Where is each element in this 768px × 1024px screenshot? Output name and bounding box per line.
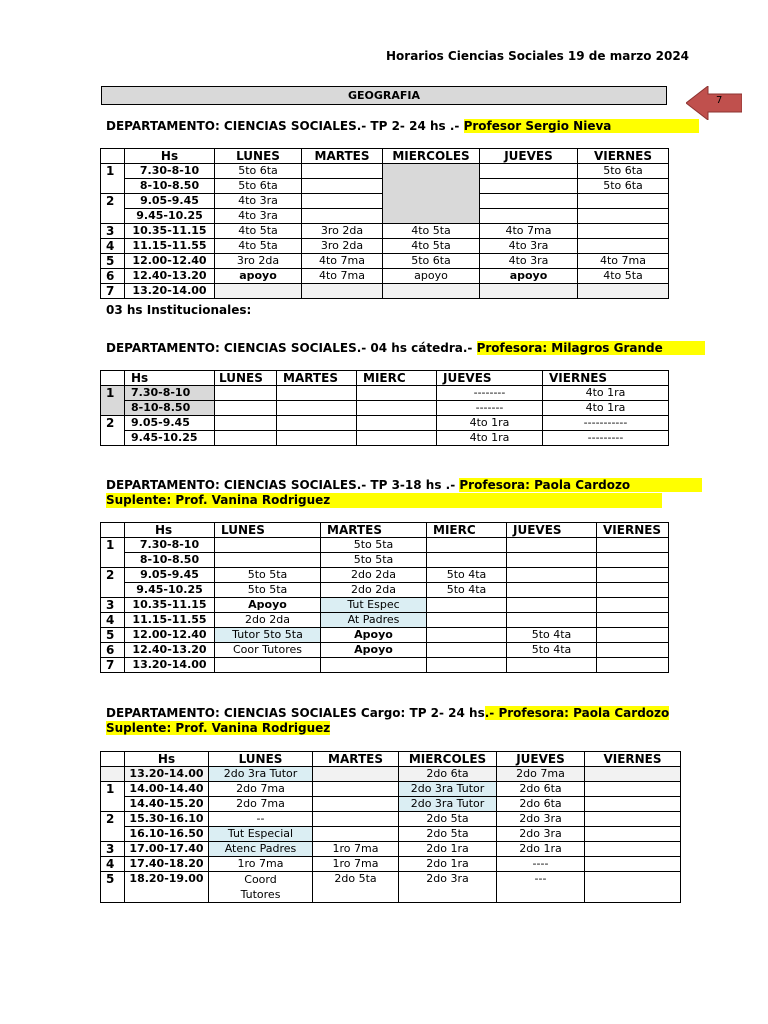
- table2-col-martes: MARTES: [277, 371, 357, 386]
- table2-teacher: Profesora: Milagros Grande: [477, 341, 705, 355]
- table1-blocked-cell: [383, 164, 480, 224]
- table3-col-viernes: VIERNES: [597, 523, 669, 538]
- table3-schedule: [100, 522, 669, 673]
- page-marker-arrow-icon: [686, 86, 742, 120]
- table-row: 9.45-10.25 4to 3ra: [101, 209, 669, 224]
- table-row: 9.45-10.25 5to 5ta 2do 2da 5to 4ta: [101, 583, 669, 598]
- table2-heading: [106, 341, 705, 356]
- table4-dept: DEPARTAMENTO: CIENCIAS SOCIALES Cargo: TP 2- 24 hs: [106, 706, 485, 720]
- table-row: 3 10.35-11.15 4to 5ta 3ro 2da 4to 5ta 4to 7ma: [101, 224, 669, 239]
- table-row: 4 11.15-11.55 4to 5ta 3ro 2da 4to 5ta 4to 3ra: [101, 239, 669, 254]
- table4-col-hs: Hs: [125, 752, 209, 767]
- table-row: 1 7.30-8-10 -------- 4to 1ra: [101, 386, 669, 401]
- table3-col-martes: MARTES: [321, 523, 427, 538]
- table-row: 3 10.35-11.15 Apoyo Tut Espec: [101, 598, 669, 613]
- table-row: 13.20-14.00 2do 3ra Tutor 2do 6ta 2do 7ma: [101, 767, 681, 782]
- table3-substitute: Suplente: Prof. Vanina Rodriguez: [106, 493, 662, 508]
- table3-col-jueves: JUEVES: [507, 523, 597, 538]
- table1-col-hs: Hs: [125, 149, 215, 164]
- table-row: 2 15.30-16.10 -- 2do 5ta 2do 3ra: [101, 812, 681, 827]
- table4-col-jueves: JUEVES: [497, 752, 585, 767]
- table1-col-miercoles: MIERCOLES: [383, 149, 480, 164]
- table2-header-row: [101, 371, 669, 386]
- table1-col-jueves: JUEVES: [480, 149, 578, 164]
- table1-header-row: [101, 149, 669, 164]
- table-row: 1 7.30-8-10 5to 6ta 5to 6ta: [101, 164, 669, 179]
- table-row: 9.45-10.25 4to 1ra ---------: [101, 431, 669, 446]
- table4-heading: [106, 706, 669, 736]
- table2-col-hs: Hs: [125, 371, 215, 386]
- table3-header-row: [101, 523, 669, 538]
- table1-col-martes: MARTES: [302, 149, 383, 164]
- table-row: 6 12.40-13.20 apoyo 4to 7ma apoyo apoyo 4to 5ta: [101, 269, 669, 284]
- table-row: 7 13.20-14.00: [101, 284, 669, 299]
- table1-dept: DEPARTAMENTO: CIENCIAS SOCIALES.- TP 2- 24 hs .-: [106, 119, 460, 133]
- table4-col-lunes: LUNES: [209, 752, 313, 767]
- table1-col-lunes: LUNES: [215, 149, 302, 164]
- table-row: 1 7.30-8-10 5to 5ta: [101, 538, 669, 553]
- table-row: 16.10-16.50 Tut Especial 2do 5ta 2do 3ra: [101, 827, 681, 842]
- table-row: 5 12.00-12.40 3ro 2da 4to 7ma 5to 6ta 4to 3ra 4to 7ma: [101, 254, 669, 269]
- table2-schedule: [100, 370, 669, 446]
- table-row: 1 14.00-14.40 2do 7ma 2do 3ra Tutor 2do 6ta: [101, 782, 681, 797]
- table4-teacher: .- Profesora: Paola Cardozo: [484, 706, 670, 720]
- table2-col-lunes: LUNES: [215, 371, 277, 386]
- table3-col-hs: Hs: [125, 523, 215, 538]
- table2-col-mierc: MIERC: [357, 371, 437, 386]
- table-row: 7 13.20-14.00: [101, 658, 669, 673]
- table3-col-mierc: MIERC: [427, 523, 507, 538]
- document-title: Horarios Ciencias Sociales 19 de marzo 2024: [386, 49, 690, 63]
- table-row: 3 17.00-17.40 Atenc Padres 1ro 7ma 2do 1ra 2do 1ra: [101, 842, 681, 857]
- table-row: 4 11.15-11.55 2do 2da At Padres: [101, 613, 669, 628]
- section-title-bar: GEOGRAFIA: [101, 86, 667, 105]
- page-marker-number: 7: [716, 95, 723, 106]
- table2-col-jueves: JUEVES: [437, 371, 543, 386]
- table-row: 2 9.05-9.45 5to 5ta 2do 2da 5to 4ta: [101, 568, 669, 583]
- table-row: 5 12.00-12.40 Tutor 5to 5ta Apoyo 5to 4ta: [101, 628, 669, 643]
- table1-note: 03 hs Institucionales:: [106, 303, 252, 317]
- table3-heading: [106, 478, 662, 508]
- table1-col-viernes: VIERNES: [578, 149, 669, 164]
- table3-teacher: Profesora: Paola Cardozo: [459, 478, 702, 492]
- table-row: 14.40-15.20 2do 7ma 2do 3ra Tutor 2do 6ta: [101, 797, 681, 812]
- table4-col-martes: MARTES: [313, 752, 399, 767]
- table2-col-viernes: VIERNES: [543, 371, 669, 386]
- table-row: 4 17.40-18.20 1ro 7ma 1ro 7ma 2do 1ra ----: [101, 857, 681, 872]
- table-row: 2 9.05-9.45 4to 3ra: [101, 194, 669, 209]
- table-row: 8-10-8.50 5to 5ta: [101, 553, 669, 568]
- table-row: 6 12.40-13.20 Coor Tutores Apoyo 5to 4ta: [101, 643, 669, 658]
- table1-heading: [106, 119, 699, 134]
- table4-col-viernes: VIERNES: [585, 752, 681, 767]
- table4-schedule: [100, 751, 681, 903]
- table3-dept: DEPARTAMENTO: CIENCIAS SOCIALES.- TP 3-18 hs .-: [106, 478, 456, 492]
- table4-col-miercoles: MIERCOLES: [399, 752, 497, 767]
- table-row: 8-10-8.50 ------- 4to 1ra: [101, 401, 669, 416]
- table-row: 5 18.20-19.00 Coord Tutores 2do 5ta 2do 3ra ---: [101, 872, 681, 903]
- table3-col-lunes: LUNES: [215, 523, 321, 538]
- table1-teacher: Profesor Sergio Nieva: [464, 119, 700, 133]
- table4-header-row: [101, 752, 681, 767]
- table1-schedule: [100, 148, 669, 299]
- table2-dept: DEPARTAMENTO: CIENCIAS SOCIALES.- 04 hs cátedra.-: [106, 341, 473, 355]
- table-row: 8-10-8.50 5to 6ta 5to 6ta: [101, 179, 669, 194]
- table-row: 2 9.05-9.45 4to 1ra -----------: [101, 416, 669, 431]
- table4-substitute: Suplente: Prof. Vanina Rodriguez: [106, 721, 331, 735]
